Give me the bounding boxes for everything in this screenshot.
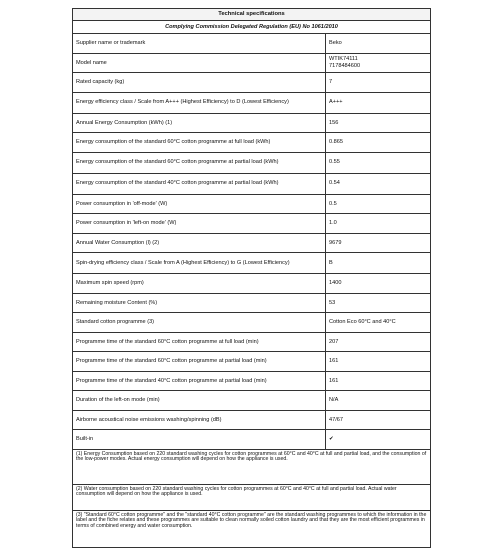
spec-value: 53 xyxy=(326,293,431,313)
spec-row xyxy=(73,113,431,133)
spec-value: A+++ xyxy=(326,92,431,113)
document-subtitle: Complying Commission Delegated Regulation (EU) No 1061/2010 xyxy=(73,21,431,34)
spec-row xyxy=(73,274,431,294)
spec-value: 156 xyxy=(326,113,431,133)
spec-row xyxy=(73,313,431,333)
spec-label: Programme time of the standard 60°C cotton programme at partial load (min) xyxy=(73,352,326,372)
spec-value: 0.865 xyxy=(326,133,431,153)
spec-value: 1400 xyxy=(326,274,431,294)
spec-row xyxy=(73,34,431,54)
spec-value: 161 xyxy=(326,352,431,372)
footnote-text: (2) Water consumption based on 220 standard washing cycles for cotton programmes at 60°C and 40°C at full and partial load. Actual water consumption will depend on how the appliance is used. xyxy=(73,484,431,510)
spec-label: Programme time of the standard 40°C cotton programme at partial load (min) xyxy=(73,371,326,391)
spec-row xyxy=(73,92,431,113)
spec-label: Programme time of the standard 60°C cotton programme at full load (min) xyxy=(73,332,326,352)
subtitle-row xyxy=(73,21,431,34)
spec-value: 0.54 xyxy=(326,173,431,194)
spec-row xyxy=(73,410,431,430)
spec-label: Built-in xyxy=(73,430,326,450)
spec-value: Cotton Eco 60°C and 40°C xyxy=(326,313,431,333)
spec-label: Annual Water Consumption (l) (2) xyxy=(73,233,326,253)
spec-label: Supplier name or trademark xyxy=(73,34,326,54)
spec-row xyxy=(73,233,431,253)
spec-sheet xyxy=(72,8,430,548)
spec-row xyxy=(73,73,431,93)
spec-row xyxy=(73,391,431,411)
footnote-row xyxy=(73,510,431,547)
spec-label: Rated capacity (kg) xyxy=(73,73,326,93)
spec-value: 0.55 xyxy=(326,152,431,173)
spec-label: Maximum spin speed (rpm) xyxy=(73,274,326,294)
spec-value: B xyxy=(326,253,431,274)
spec-label: Standard cotton programme (3) xyxy=(73,313,326,333)
spec-label: Energy consumption of the standard 60°C cotton programme at full load (kWh) xyxy=(73,133,326,153)
spec-value: 0.5 xyxy=(326,194,431,214)
spec-row xyxy=(73,214,431,234)
document-title: Technical specifications xyxy=(73,9,431,21)
spec-row xyxy=(73,253,431,274)
spec-value: 207 xyxy=(326,332,431,352)
spec-label: Model name xyxy=(73,53,326,73)
spec-label: Energy consumption of the standard 60°C cotton programme at partial load (kWh) xyxy=(73,152,326,173)
spec-row xyxy=(73,133,431,153)
spec-row xyxy=(73,293,431,313)
spec-label: Spin-drying efficiency class / Scale from A (Highest Efficiency) to G (Lowest Efficiency) xyxy=(73,253,326,274)
spec-label: Duration of the left-on mode (min) xyxy=(73,391,326,411)
spec-value: 47/67 xyxy=(326,410,431,430)
spec-row xyxy=(73,194,431,214)
spec-value: 1.0 xyxy=(326,214,431,234)
spec-value: ✔ xyxy=(326,430,431,450)
spec-label: Energy efficiency class / Scale from A+++ (Highest Efficiency) to D (Lowest Efficiency) xyxy=(73,92,326,113)
spec-row xyxy=(73,53,431,73)
spec-label: Power consumption in 'left-on mode' (W) xyxy=(73,214,326,234)
spec-row xyxy=(73,430,431,450)
spec-label: Annual Energy Consumption (kWh) (1) xyxy=(73,113,326,133)
spec-row xyxy=(73,352,431,372)
footnote-row xyxy=(73,484,431,510)
spec-row xyxy=(73,332,431,352)
spec-row xyxy=(73,152,431,173)
spec-label: Power consumption in 'off-mode' (W) xyxy=(73,194,326,214)
spec-label: Energy consumption of the standard 40°C cotton programme at partial load (kWh) xyxy=(73,173,326,194)
spec-row xyxy=(73,371,431,391)
footnote-text: (3) "Standard 60°C cotton programme" and the "standard 40°C cotton programme" are the standard washing programmes to which the information in the label and the fiche relates and these programmes are suitable to clean normally soiled cotton laundry and that they are the most efficient programmes in terms of combined energy and water consumption. xyxy=(73,510,431,547)
title-row xyxy=(73,9,431,21)
spec-value: WTIK74111 7178484600 xyxy=(326,53,431,73)
spec-value: N/A xyxy=(326,391,431,411)
spec-value: 7 xyxy=(326,73,431,93)
footnote-text: (1) Energy Consumption based on 220 standard washing cycles for cotton programmes at 60°C and 40°C at full and partial load, and the consumption of the low-power modes. Actual energy consumption will depend on how the appliance is used. xyxy=(73,449,431,484)
spec-value: Beko xyxy=(326,34,431,54)
spec-value: 9679 xyxy=(326,233,431,253)
spec-row xyxy=(73,173,431,194)
spec-table xyxy=(72,8,431,548)
spec-value: 161 xyxy=(326,371,431,391)
footnote-row xyxy=(73,449,431,484)
spec-label: Remaining moisture Content (%) xyxy=(73,293,326,313)
spec-label: Airborne acoustical noise emissions washing/spinning (dB) xyxy=(73,410,326,430)
